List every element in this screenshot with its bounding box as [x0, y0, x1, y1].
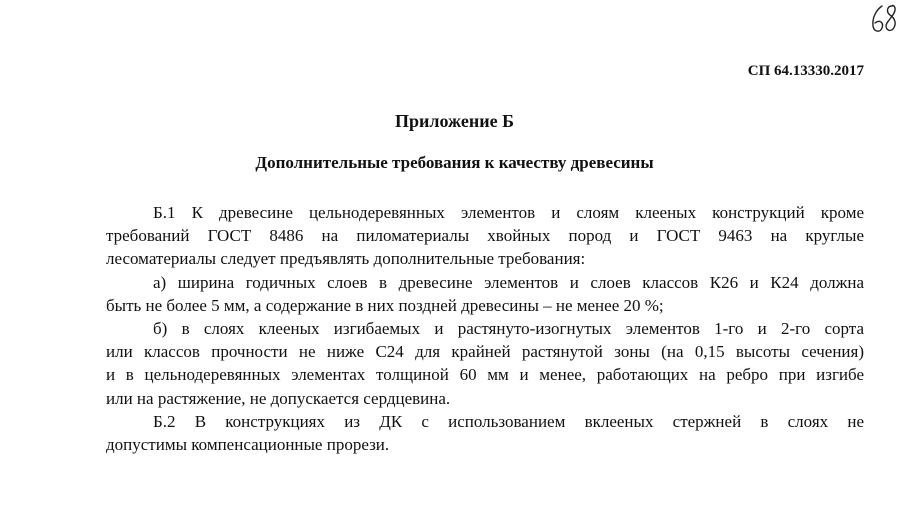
- text-line: быть не более 5 мм, а содержание в них поздней древесины – не менее 20 %;: [106, 295, 664, 315]
- text-line: лесоматериалы следует предъявлять дополнительные требования:: [106, 249, 586, 269]
- text-line: или на растяжение, не допускается сердцевина.: [106, 388, 451, 408]
- text-line: Б.2 В конструкциях из ДК с использованием вклееных стержней в слоях не: [153, 411, 864, 431]
- text-line: и в цельнодеревянных элементах толщиной 60 мм и менее, работающих на ребро при изгибе: [106, 365, 864, 385]
- appendix-title: Приложение Б: [395, 111, 514, 131]
- text-line: а) ширина годичных слоев в древесине элементов и слоев классов К26 и К24 должна: [153, 272, 864, 292]
- body-text: [106, 201, 864, 456]
- text-line: или классов прочности не ниже С24 для крайней растянутой зоны (на 0,15 высоты сечения): [106, 342, 864, 362]
- handwritten-page-number: [868, 2, 900, 36]
- document-code: СП 64.13330.2017: [747, 63, 864, 79]
- text-line: Б.1 К древесине цельнодеревянных элементов и слоям клееных конструкций кроме: [153, 203, 864, 222]
- appendix-subtitle: Дополнительные требования к качеству древесины: [255, 153, 654, 172]
- text-line: требований ГОСТ 8486 на пиломатериалы хвойных пород и ГОСТ 9463 на круглые: [106, 226, 864, 246]
- text-line: допустимы компенсационные прорези.: [106, 434, 390, 454]
- text-line: б) в слоях клееных изгибаемых и растянуто-изогнутых элементов 1-го и 2-го сорта: [153, 318, 864, 338]
